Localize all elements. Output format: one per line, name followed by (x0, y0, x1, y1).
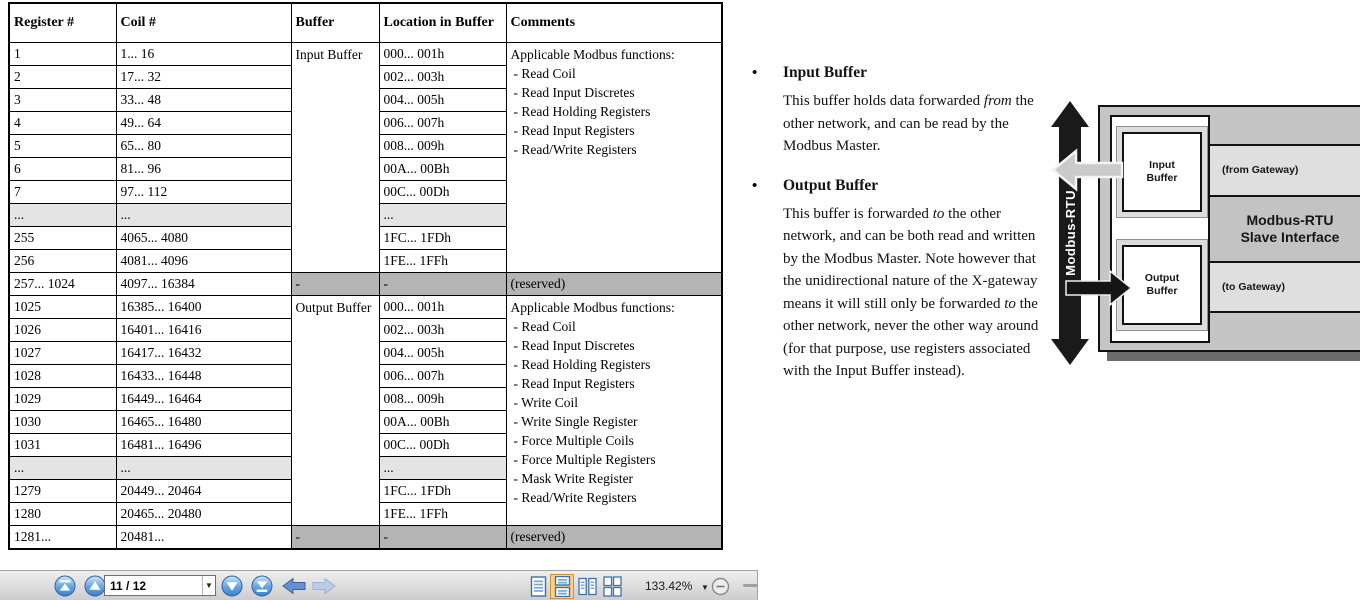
two-up-layout-button[interactable] (575, 574, 599, 599)
table-cell: 1280 (9, 503, 116, 526)
next-view-button[interactable] (311, 576, 337, 596)
continuous-layout-button[interactable] (550, 574, 574, 599)
input-buffer-box (1116, 126, 1208, 218)
table-cell: ... (9, 457, 116, 480)
buffer-merged-cell: Output Buffer (291, 296, 379, 526)
table-cell: - (291, 273, 379, 296)
bullet-icon: • (752, 65, 758, 81)
col-header-comments: Comments (506, 3, 722, 43)
reserved-row (9, 526, 722, 550)
comments-item: - Force Multiple Coils (513, 433, 634, 448)
table-cell: 1279 (9, 480, 116, 503)
comments-title: Applicable Modbus functions: (510, 300, 675, 315)
register-map-table (8, 2, 723, 550)
table-cell: - (379, 273, 506, 296)
table-cell: 1026 (9, 319, 116, 342)
table-cell: 16465... 16480 (116, 411, 291, 434)
table-cell: ... (9, 204, 116, 227)
table-cell: (reserved) (506, 526, 722, 550)
table-cell: 7 (9, 181, 116, 204)
comments-item: - Read Input Discretes (513, 85, 635, 100)
next-page-button[interactable] (221, 575, 243, 597)
table-cell: 4065... 4080 (116, 227, 291, 250)
table-cell: 008... 009h (379, 135, 506, 158)
table-cell: 20449... 20464 (116, 480, 291, 503)
col-header-location: Location in Buffer (379, 3, 506, 43)
to-gateway-band: (to Gateway) (1208, 261, 1360, 313)
write-arrow-right-icon (1064, 268, 1134, 308)
viewer-toolbar (0, 570, 758, 600)
comments-item: - Force Multiple Registers (513, 452, 656, 467)
comments-item: - Read Input Registers (513, 376, 635, 391)
table-cell: ... (379, 204, 506, 227)
page-number-input[interactable] (105, 576, 202, 595)
slave-interface-label: Modbus-RTU Slave Interface (1240, 212, 1340, 245)
comments-item: - Read Holding Registers (513, 104, 651, 119)
table-cell: 004... 005h (379, 342, 506, 365)
comments-item: - Read Holding Registers (513, 357, 651, 372)
multi-page-layout-button[interactable] (600, 574, 624, 599)
table-cell: 006... 007h (379, 112, 506, 135)
table-row (9, 43, 722, 66)
single-page-icon (530, 576, 547, 597)
note-output-buffer (752, 175, 1054, 383)
input-buffer-label: Input Buffer (1146, 159, 1178, 184)
table-cell: 256 (9, 250, 116, 273)
table-cell: 1027 (9, 342, 116, 365)
table-cell: 008... 009h (379, 388, 506, 411)
previous-view-button[interactable] (281, 576, 307, 596)
table-cell: 4 (9, 112, 116, 135)
table-row (9, 296, 722, 319)
comments-merged-cell (506, 43, 722, 273)
buffer-notes (752, 62, 1054, 400)
bullet-icon: • (752, 177, 758, 194)
read-arrow-left-icon (1050, 148, 1124, 192)
single-page-layout-button[interactable] (526, 574, 550, 599)
table-cell: ... (379, 457, 506, 480)
table-cell: 16449... 16464 (116, 388, 291, 411)
table-cell: 81... 96 (116, 158, 291, 181)
table-cell: ... (116, 204, 291, 227)
table-cell: 1FC... 1FDh (379, 480, 506, 503)
note-body-input: This buffer holds data forwarded from the other network, and can be read by the Modbus Master. (783, 93, 1034, 154)
comments-item: - Write Single Register (513, 414, 638, 429)
page-number-combo (104, 575, 216, 596)
table-cell: 4097... 16384 (116, 273, 291, 296)
table-header-row (9, 3, 722, 43)
table-cell: 1FC... 1FDh (379, 227, 506, 250)
note-heading-output: Output Buffer (783, 176, 879, 194)
table-cell: 5 (9, 135, 116, 158)
table-cell: 00A... 00Bh (379, 158, 506, 181)
comments-item: - Write Coil (513, 395, 578, 410)
table-cell: 004... 005h (379, 89, 506, 112)
table-cell: 1029 (9, 388, 116, 411)
output-buffer-label: Output Buffer (1144, 272, 1180, 297)
comments-item: - Mask Write Register (513, 471, 634, 486)
comments-title: Applicable Modbus functions: (510, 47, 675, 62)
zoom-dropdown-caret-icon[interactable]: ▼ (701, 583, 709, 592)
note-heading-input: Input Buffer (783, 64, 867, 81)
table-cell: (reserved) (506, 273, 722, 296)
table-cell: 257... 1024 (9, 273, 116, 296)
table-body (9, 43, 722, 550)
bus-arrowhead-up-icon (1051, 101, 1089, 127)
slave-interface-band (1208, 195, 1360, 263)
comments-item: - Read Input Registers (513, 123, 635, 138)
table-cell: 1030 (9, 411, 116, 434)
table-cell: 4081... 4096 (116, 250, 291, 273)
table-cell: 65... 80 (116, 135, 291, 158)
table-cell: 002... 003h (379, 319, 506, 342)
table-cell: 002... 003h (379, 66, 506, 89)
table-cell: 33... 48 (116, 89, 291, 112)
page-number-dropdown-button[interactable]: ▼ (202, 576, 215, 595)
reserved-row (9, 273, 722, 296)
table-cell: 00C... 00Dh (379, 434, 506, 457)
continuous-pages-icon (554, 576, 571, 597)
comments-item: - Read Coil (513, 66, 576, 81)
table-cell: 16417... 16432 (116, 342, 291, 365)
last-page-button[interactable] (251, 575, 273, 597)
col-header-coil: Coil # (116, 3, 291, 43)
table-cell: 97... 112 (116, 181, 291, 204)
zoom-level-value[interactable]: 133.42% (645, 579, 693, 593)
table-cell: ... (116, 457, 291, 480)
table-cell: 20465... 20480 (116, 503, 291, 526)
table-cell: 16433... 16448 (116, 365, 291, 388)
table-cell: 1 (9, 43, 116, 66)
table-cell: 16481... 16496 (116, 434, 291, 457)
table-cell: 1281... (9, 526, 116, 550)
table-cell: 1031 (9, 434, 116, 457)
comments-item: - Read/Write Registers (513, 142, 637, 157)
table-cell: 1... 16 (116, 43, 291, 66)
table-cell: 2 (9, 66, 116, 89)
zoom-out-button[interactable] (711, 577, 730, 596)
comments-item: - Read Coil (513, 319, 576, 334)
two-page-spread-icon (578, 576, 597, 597)
comments-item: - Read/Write Registers (513, 490, 637, 505)
table-cell: 16401... 16416 (116, 319, 291, 342)
table-cell: 3 (9, 89, 116, 112)
four-page-grid-icon (603, 576, 622, 597)
bus-arrowhead-down-icon (1051, 339, 1089, 365)
table-cell: 000... 001h (379, 296, 506, 319)
table-cell: 006... 007h (379, 365, 506, 388)
col-header-buffer: Buffer (291, 3, 379, 43)
table-cell: 1FE... 1FFh (379, 250, 506, 273)
note-input-buffer (752, 62, 1054, 158)
col-header-register: Register # (9, 3, 116, 43)
table-cell: 1025 (9, 296, 116, 319)
buffer-merged-cell: Input Buffer (291, 43, 379, 273)
zoom-slider-track[interactable] (743, 584, 758, 587)
table-cell: 255 (9, 227, 116, 250)
table-cell: 17... 32 (116, 66, 291, 89)
table-cell: 6 (9, 158, 116, 181)
comments-merged-cell (506, 296, 722, 526)
from-gateway-band: (from Gateway) (1208, 144, 1360, 197)
table-cell: 000... 001h (379, 43, 506, 66)
previous-page-button[interactable] (84, 575, 106, 597)
table-cell: 20481... (116, 526, 291, 550)
table-cell: 00A... 00Bh (379, 411, 506, 434)
note-body-output: This buffer is forwarded to the other network, and can be both read and written by the Modbus Master. Note however that the unidirectional nature of the X-gateway means it will still only be forwarded to the other network, never the other way around (for that purpose, use registers associated with the Input Buffer instead). (783, 205, 1039, 379)
table-cell: 49... 64 (116, 112, 291, 135)
table-cell: 16385... 16400 (116, 296, 291, 319)
table-cell: - (291, 526, 379, 550)
table-cell: 1028 (9, 365, 116, 388)
table-cell: 1FE... 1FFh (379, 503, 506, 526)
table-cell: 00C... 00Dh (379, 181, 506, 204)
bus-label: Modbus-RTU (1062, 190, 1078, 276)
comments-item: - Read Input Discretes (513, 338, 635, 353)
first-page-button[interactable] (54, 575, 76, 597)
table-cell: - (379, 526, 506, 550)
